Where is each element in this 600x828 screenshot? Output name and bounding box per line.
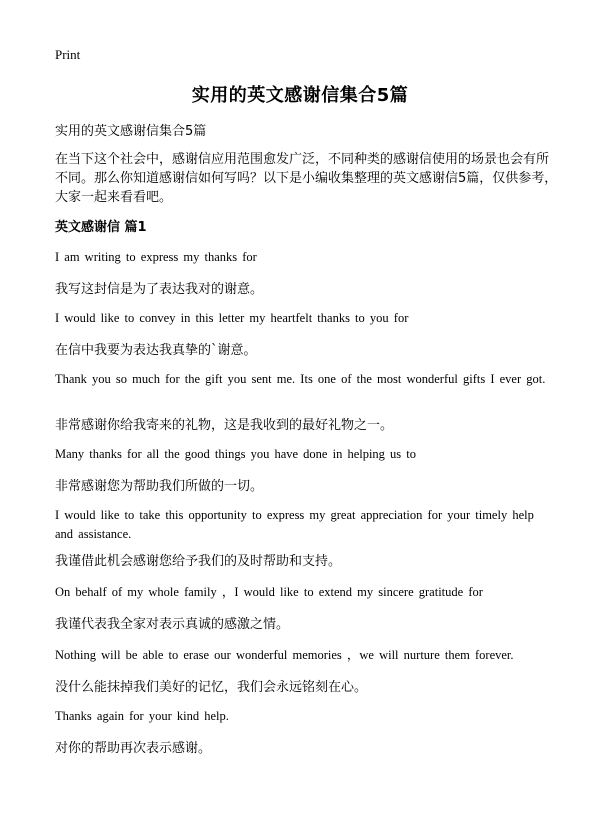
chinese-translation: 非常感谢你给我寄来的礼物，这是我收到的最好礼物之一。 xyxy=(55,418,394,433)
section-heading: 英文感谢信 篇1 xyxy=(55,220,147,235)
english-sentence: I would like to take this opportunity to express my great appreciation for your timely help and assistance. xyxy=(55,508,534,541)
english-sentence: I am writing to express my thanks for xyxy=(55,250,257,264)
english-sentence: Many thanks for all the good things you have done in helping us to xyxy=(55,447,417,461)
chinese-translation: 对你的帮助再次表示感谢。 xyxy=(55,741,212,756)
intro-paragraph: 在当下这个社会中，感谢信应用范围愈发广泛，不同种类的感谢信使用的场景也会有所不同。那么你知道感谢信如何写吗？以下是小编收集整理的英文感谢信5篇，仅供参考，大家一起来看看吧。 xyxy=(55,152,558,205)
chinese-translation: 没什么能抹掉我们美好的记忆，我们会永远铭刻在心。 xyxy=(55,680,368,695)
document-subtitle: 实用的英文感谢信集合5篇 xyxy=(55,124,207,139)
chinese-translation: 我谨代表我全家对表示真诚的感激之情。 xyxy=(55,617,290,632)
chinese-translation: 非常感谢您为帮助我们所做的一切。 xyxy=(55,479,264,494)
chinese-translation: 在信中我要为表达我真挚的`谢意。 xyxy=(55,343,257,358)
english-sentence: Thank you so much for the gift you sent me. Its one of the most wonderful gifts I ever got. xyxy=(55,372,546,386)
english-sentence: Nothing will be able to erase our wonderful memories ，we will nurture them forever. xyxy=(55,648,514,662)
print-label: Print xyxy=(55,47,81,62)
chinese-translation: 我谨借此机会感谢您给予我们的及时帮助和支持。 xyxy=(55,554,342,569)
english-sentence: I would like to convey in this letter my heartfelt thanks to you for xyxy=(55,311,409,325)
document-title: 实用的英文感谢信集合5篇 xyxy=(191,85,409,106)
chinese-translation: 我写这封信是为了表达我对的谢意。 xyxy=(55,282,264,297)
english-sentence: On behalf of my whole family ，I would like to extend my sincere gratitude for xyxy=(55,585,483,599)
english-sentence: Thanks again for your kind help. xyxy=(55,709,229,723)
